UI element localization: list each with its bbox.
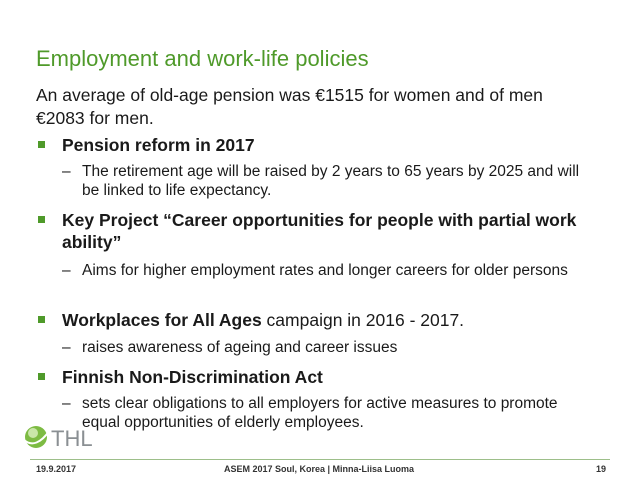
intro-text: An average of old-age pension was €1515 for women and of men €2083 for men. — [36, 85, 543, 128]
sub-bullet-text: sets clear obligations to all employers for active measures to promote equal opportunities of elderly employees. — [82, 395, 558, 431]
sub-bullet-text: Aims for higher employment rates and longer careers for older persons — [82, 262, 568, 279]
logo-text: THL — [51, 426, 93, 451]
bullet-marker — [38, 141, 45, 148]
footer-divider — [30, 459, 610, 460]
slide-title: Employment and work-life policies — [36, 46, 369, 71]
sub-bullet-non-discrimination — [62, 394, 594, 432]
bullet-heading: Pension reform in 2017 — [62, 135, 255, 155]
sub-bullet-workplaces — [62, 338, 594, 357]
bullet-heading: Workplaces for All Ages — [62, 310, 262, 330]
sub-bullet-key-project — [62, 261, 594, 280]
bullet-workplaces: Workplaces for All Ages campaign in 2016 - 2017. — [36, 309, 596, 331]
dash-marker: – — [62, 395, 71, 412]
page-number: 19 — [595, 464, 606, 474]
bullet-marker — [38, 216, 45, 223]
bullet-heading: Finnish Non-Discrimination Act — [62, 367, 323, 387]
footer-event: ASEM 2017 Soul, Korea | Minna-Liisa Luoma — [223, 464, 415, 474]
sub-bullet-text: raises awareness of ageing and career issues — [82, 339, 398, 356]
bullet-heading: Key Project “Career opportunities for people with partial work ability” — [62, 210, 577, 252]
thl-logo — [22, 420, 102, 452]
bullet-marker — [38, 316, 45, 323]
dash-marker: – — [62, 262, 71, 279]
bullet-pension-reform — [36, 134, 596, 156]
bullet-marker — [38, 373, 45, 380]
sub-bullet-text: The retirement age will be raised by 2 years to 65 years by 2025 and will be linked to life expectancy. — [82, 163, 580, 199]
dash-marker: – — [62, 339, 71, 356]
footer-date: 19.9.2017 — [36, 464, 77, 474]
sub-bullet-pension-reform — [62, 162, 594, 200]
dash-marker: – — [62, 163, 71, 180]
bullet-key-project — [36, 209, 596, 253]
bullet-non-discrimination — [36, 366, 596, 388]
